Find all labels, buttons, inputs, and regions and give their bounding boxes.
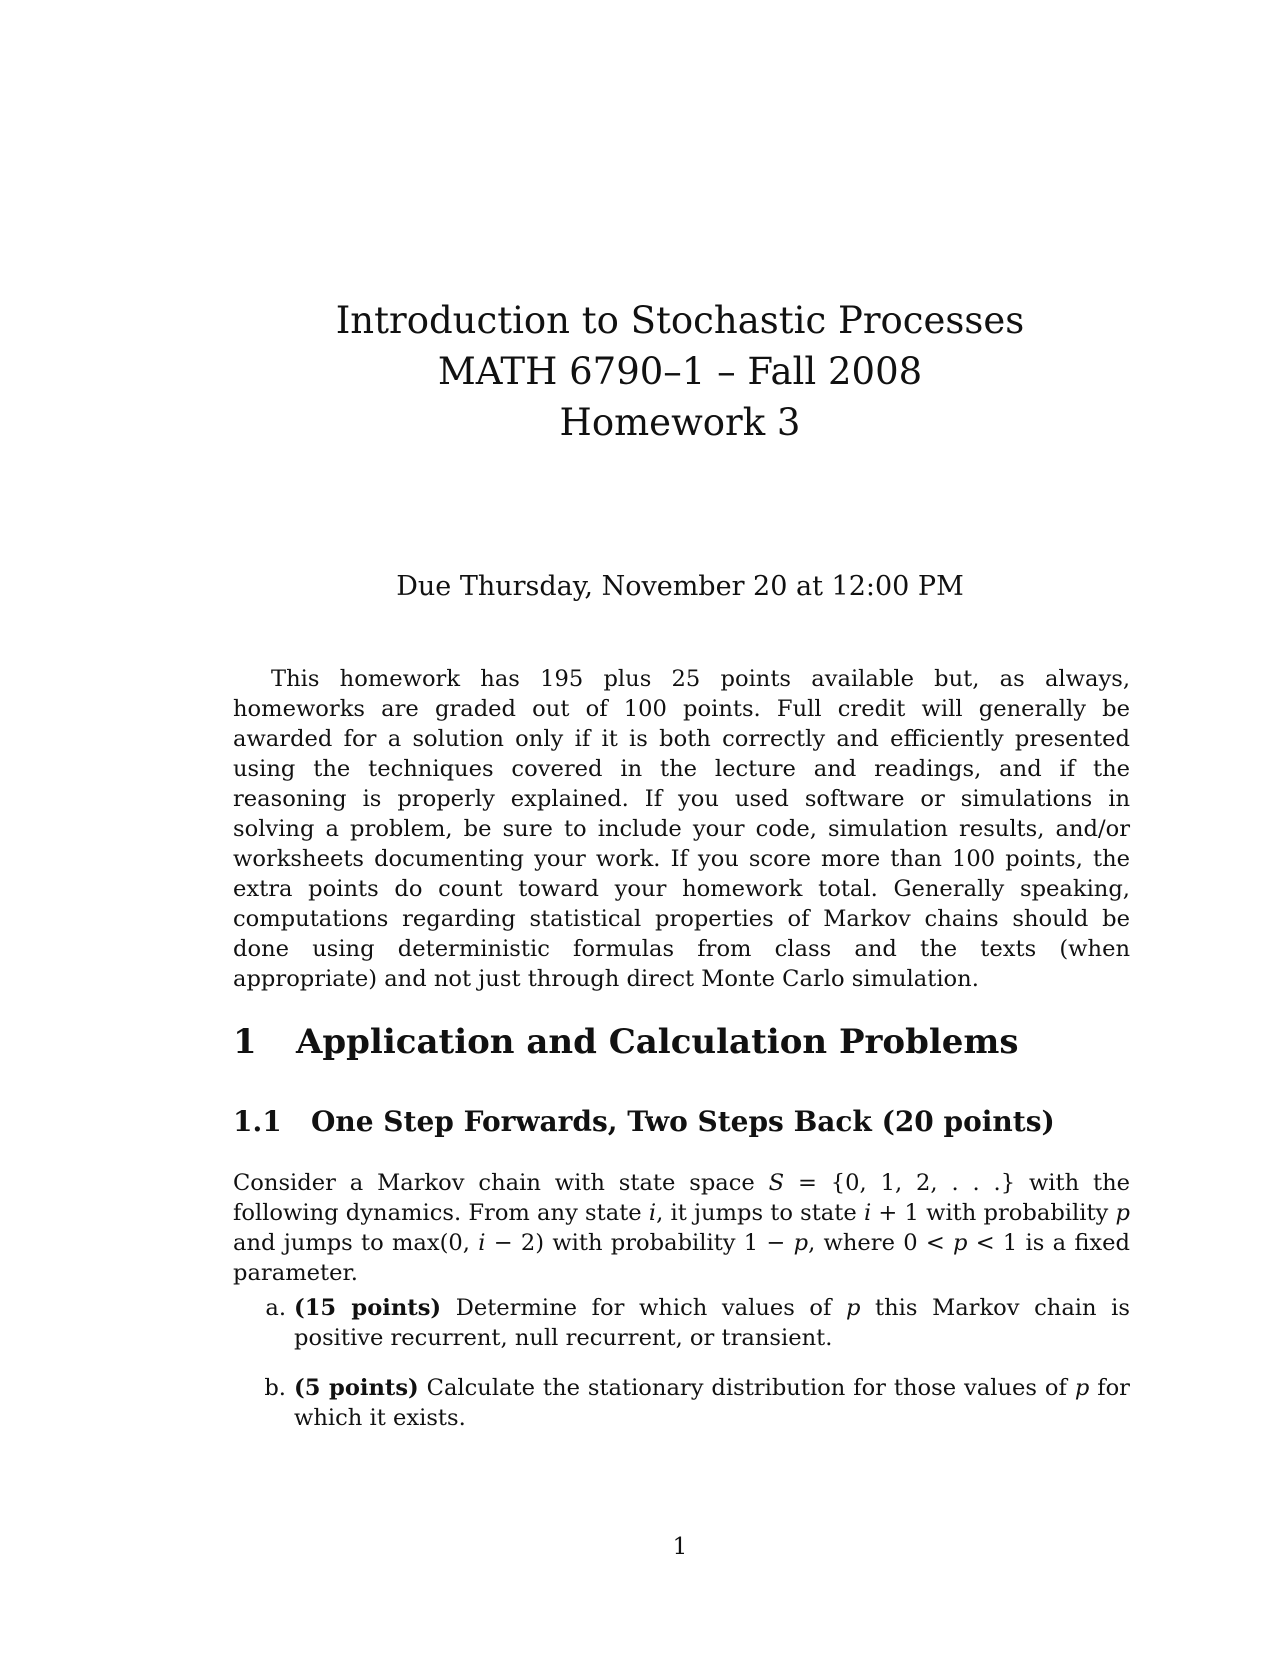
due-date: Due Thursday, November 20 at 12:00 PM <box>396 571 964 602</box>
math-var: i <box>863 1200 872 1226</box>
course-title: Introduction to Stochastic Processes <box>335 299 1025 342</box>
problem-text: = {0, 1, 2, . . .} with the following dynamics. From any state <box>233 1170 1131 1226</box>
math-var: p <box>845 1295 861 1321</box>
subsection-title: One Step Forwards, Two Steps Back (20 points) <box>311 1105 1055 1138</box>
problem-text: < 1 is a fixed parameter. <box>233 1230 1130 1286</box>
math-var: i <box>648 1200 657 1226</box>
item-text: Determine for which values of <box>441 1295 846 1321</box>
problem-text: + 1 with probability <box>871 1200 1116 1226</box>
item-points: (5 points) <box>294 1375 419 1401</box>
math-var: p <box>953 1230 968 1256</box>
item-text: Calculate the stationary distribution for those values of <box>418 1375 1075 1401</box>
list-item <box>233 1293 1130 1353</box>
item-text: this Markov chain is positive recurrent, null recurrent, or transient. <box>294 1295 1130 1351</box>
math-var: p <box>793 1230 809 1256</box>
item-marker: a. <box>265 1295 286 1321</box>
math-var: i <box>478 1230 486 1256</box>
problem-text: Consider a Markov chain with state space <box>233 1170 769 1196</box>
subsection-number: 1.1 <box>233 1105 282 1138</box>
section-number: 1 <box>233 1022 257 1062</box>
item-points: (15 points) <box>294 1295 442 1321</box>
intro-paragraph: This homework has 195 plus 25 points available but, as always, homeworks are graded out of 100 points. Full credit will generally be awarded for a solution only if it is both correctly and efficiently presented using the techniques covered in the lecture and readings, and if the reasoning is properly explained. If you used software or simulations in solving a problem, be sure to include your code, simulation results, and/or worksheets documenting your work. If you score more than 100 points, the extra points do count toward your homework total. Generally speaking, computations regarding statistical properties of Markov chains should be done using deterministic formulas from class and the texts (when appropriate) and not just through direct Monte Carlo simulation. <box>233 666 1130 992</box>
problem-text: , where 0 < <box>808 1230 954 1256</box>
subsection-heading <box>233 1104 1055 1140</box>
math-var: p <box>1115 1200 1130 1226</box>
item-content <box>294 1293 1130 1353</box>
problem-parts-list <box>233 1293 1130 1453</box>
problem-statement <box>233 1168 1130 1288</box>
item-content <box>294 1373 1130 1433</box>
page-number: 1 <box>672 1534 688 1560</box>
math-var: p <box>1074 1375 1090 1401</box>
problem-text: and jumps to max(0, <box>233 1230 479 1256</box>
list-item <box>233 1373 1130 1433</box>
document-title <box>0 295 1280 448</box>
homework-title: Homework 3 <box>559 401 801 444</box>
problem-text: − 2) with probability 1 − <box>485 1230 794 1256</box>
item-marker: b. <box>264 1375 286 1401</box>
course-code: MATH 6790–1 – Fall 2008 <box>437 350 923 393</box>
section-heading <box>233 1020 1019 1064</box>
section-title: Application and Calculation Problems <box>296 1022 1019 1062</box>
problem-text: , it jumps to state <box>656 1200 864 1226</box>
item-text: for which it exists. <box>294 1375 1130 1431</box>
math-var: S <box>768 1170 785 1196</box>
